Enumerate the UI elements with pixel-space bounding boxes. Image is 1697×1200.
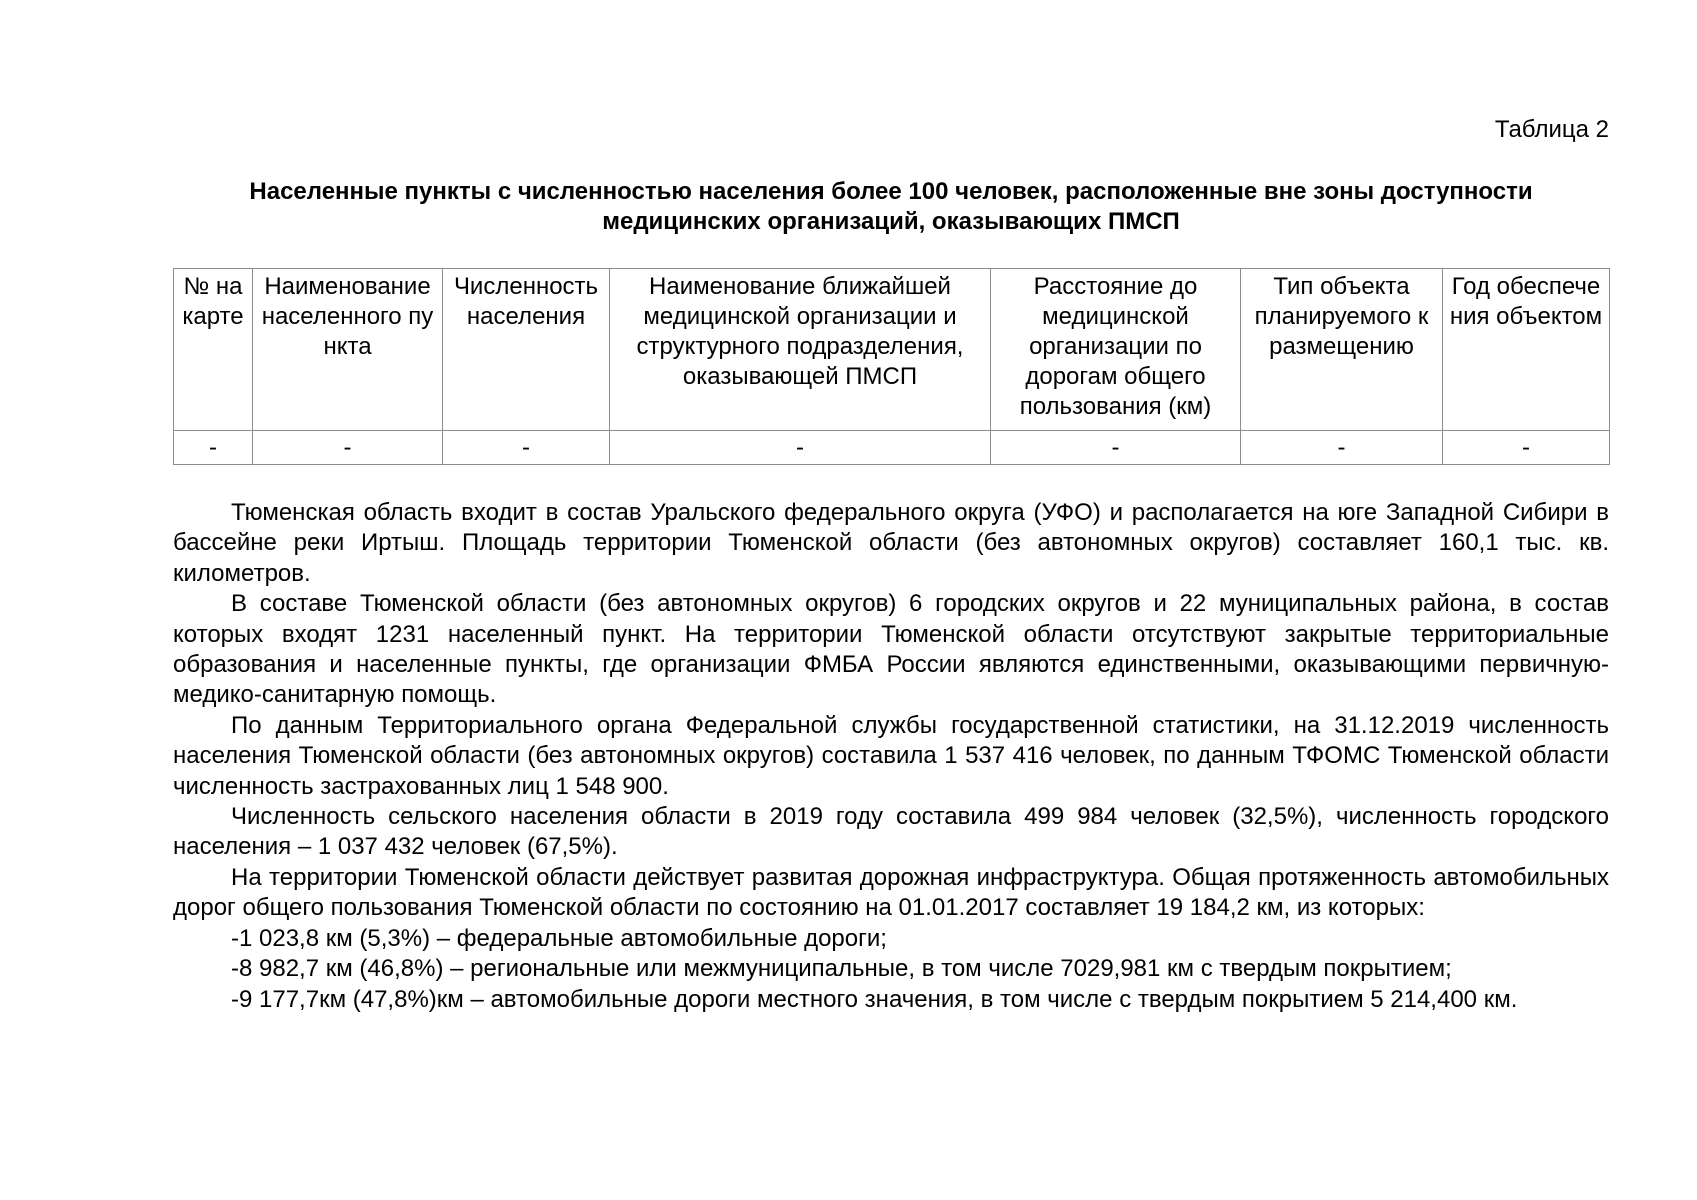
column-header-map-number: № на карте — [174, 269, 253, 431]
list-item-local-roads: -9 177,7км (47,8%)км – автомобильные дороги местного значения, в том числе с твердым покрытием 5 214,400 км. — [231, 985, 1518, 1013]
table-cell: - — [610, 431, 991, 465]
table-row — [174, 431, 1610, 465]
paragraph-municipal-structure: В составе Тюменской области (без автономных округов) 6 городских округов и 22 муниципальных района, в состав которых входят 1231 населенный пункт. На территории Тюменской области отсутствуют закрытые территориальные образования и населенные пункты, где организации ФМБА России являются единственными, оказывающими первичную-медико-санитарную помощь. — [173, 590, 1609, 709]
column-header-settlement-name: Наименование населенного пункта — [253, 269, 443, 431]
column-header-population: Численность населения — [443, 269, 610, 431]
table-cell: - — [1443, 431, 1610, 465]
column-header-year: Год обеспечения объектом — [1443, 269, 1610, 431]
column-header-object-type: Тип объекта планируемого к размещению — [1241, 269, 1443, 431]
paragraph-region-overview: Тюменская область входит в состав Уральского федерального округа (УФО) и располагается на юге Западной Сибири в бассейне реки Иртыш. Площадь территории Тюменской области (без автономных округов) составляет 160,1 тыс. кв. километров. — [173, 499, 1609, 587]
body-text — [173, 498, 1609, 1015]
table-caption: Таблица 2 — [1494, 116, 1609, 143]
list-item-regional-roads: -8 982,7 км (46,8%) – региональные или межмуниципальные, в том числе 7029,981 км с твердым покрытием; — [231, 955, 1452, 983]
table-cell: - — [991, 431, 1241, 465]
document-title — [173, 177, 1609, 237]
table-cell: - — [1241, 431, 1443, 465]
paragraph-rural-urban-population: Численность сельского населения области в 2019 году составила 499 984 человек (32,5%), численность городского населения – 1 037 432 человек (67,5%). — [173, 803, 1609, 861]
document-title-line-1: Населенные пункты с численностью населения более 100 человек, расположенные вне зоны доступности — [249, 178, 1533, 205]
table-cell: - — [253, 431, 443, 465]
settlements-table — [173, 268, 1610, 465]
table-cell: - — [443, 431, 610, 465]
column-header-distance: Расстояние до медицинской организации по дорогам общего пользования (км) — [991, 269, 1241, 431]
table-cell: - — [174, 431, 253, 465]
list-item-federal-roads: -1 023,8 км (5,3%) – федеральные автомобильные дороги; — [231, 924, 887, 952]
column-header-nearest-medical-organization: Наименование ближайшей медицинской организации и структурного подразделения, оказывающей ПМСП — [610, 269, 991, 431]
table-header-row — [174, 269, 1610, 431]
document-title-line-2: медицинских организаций, оказывающих ПМСП — [602, 208, 1180, 235]
paragraph-population-statistics: По данным Территориального органа Федеральной службы государственной статистики, на 31.12.2019 численность населения Тюменской области (без автономных округов) составила 1 537 416 человек, по данным ТФОМС Тюменской области численность застрахованных лиц 1 548 900. — [173, 711, 1609, 800]
paragraph-road-infrastructure: На территории Тюменской области действует развитая дорожная инфраструктура. Общая протяженность автомобильных дорог общего пользования Тюменской области по состоянию на 01.01.2017 составляет 19 184,2 км, из которых: — [173, 863, 1609, 922]
